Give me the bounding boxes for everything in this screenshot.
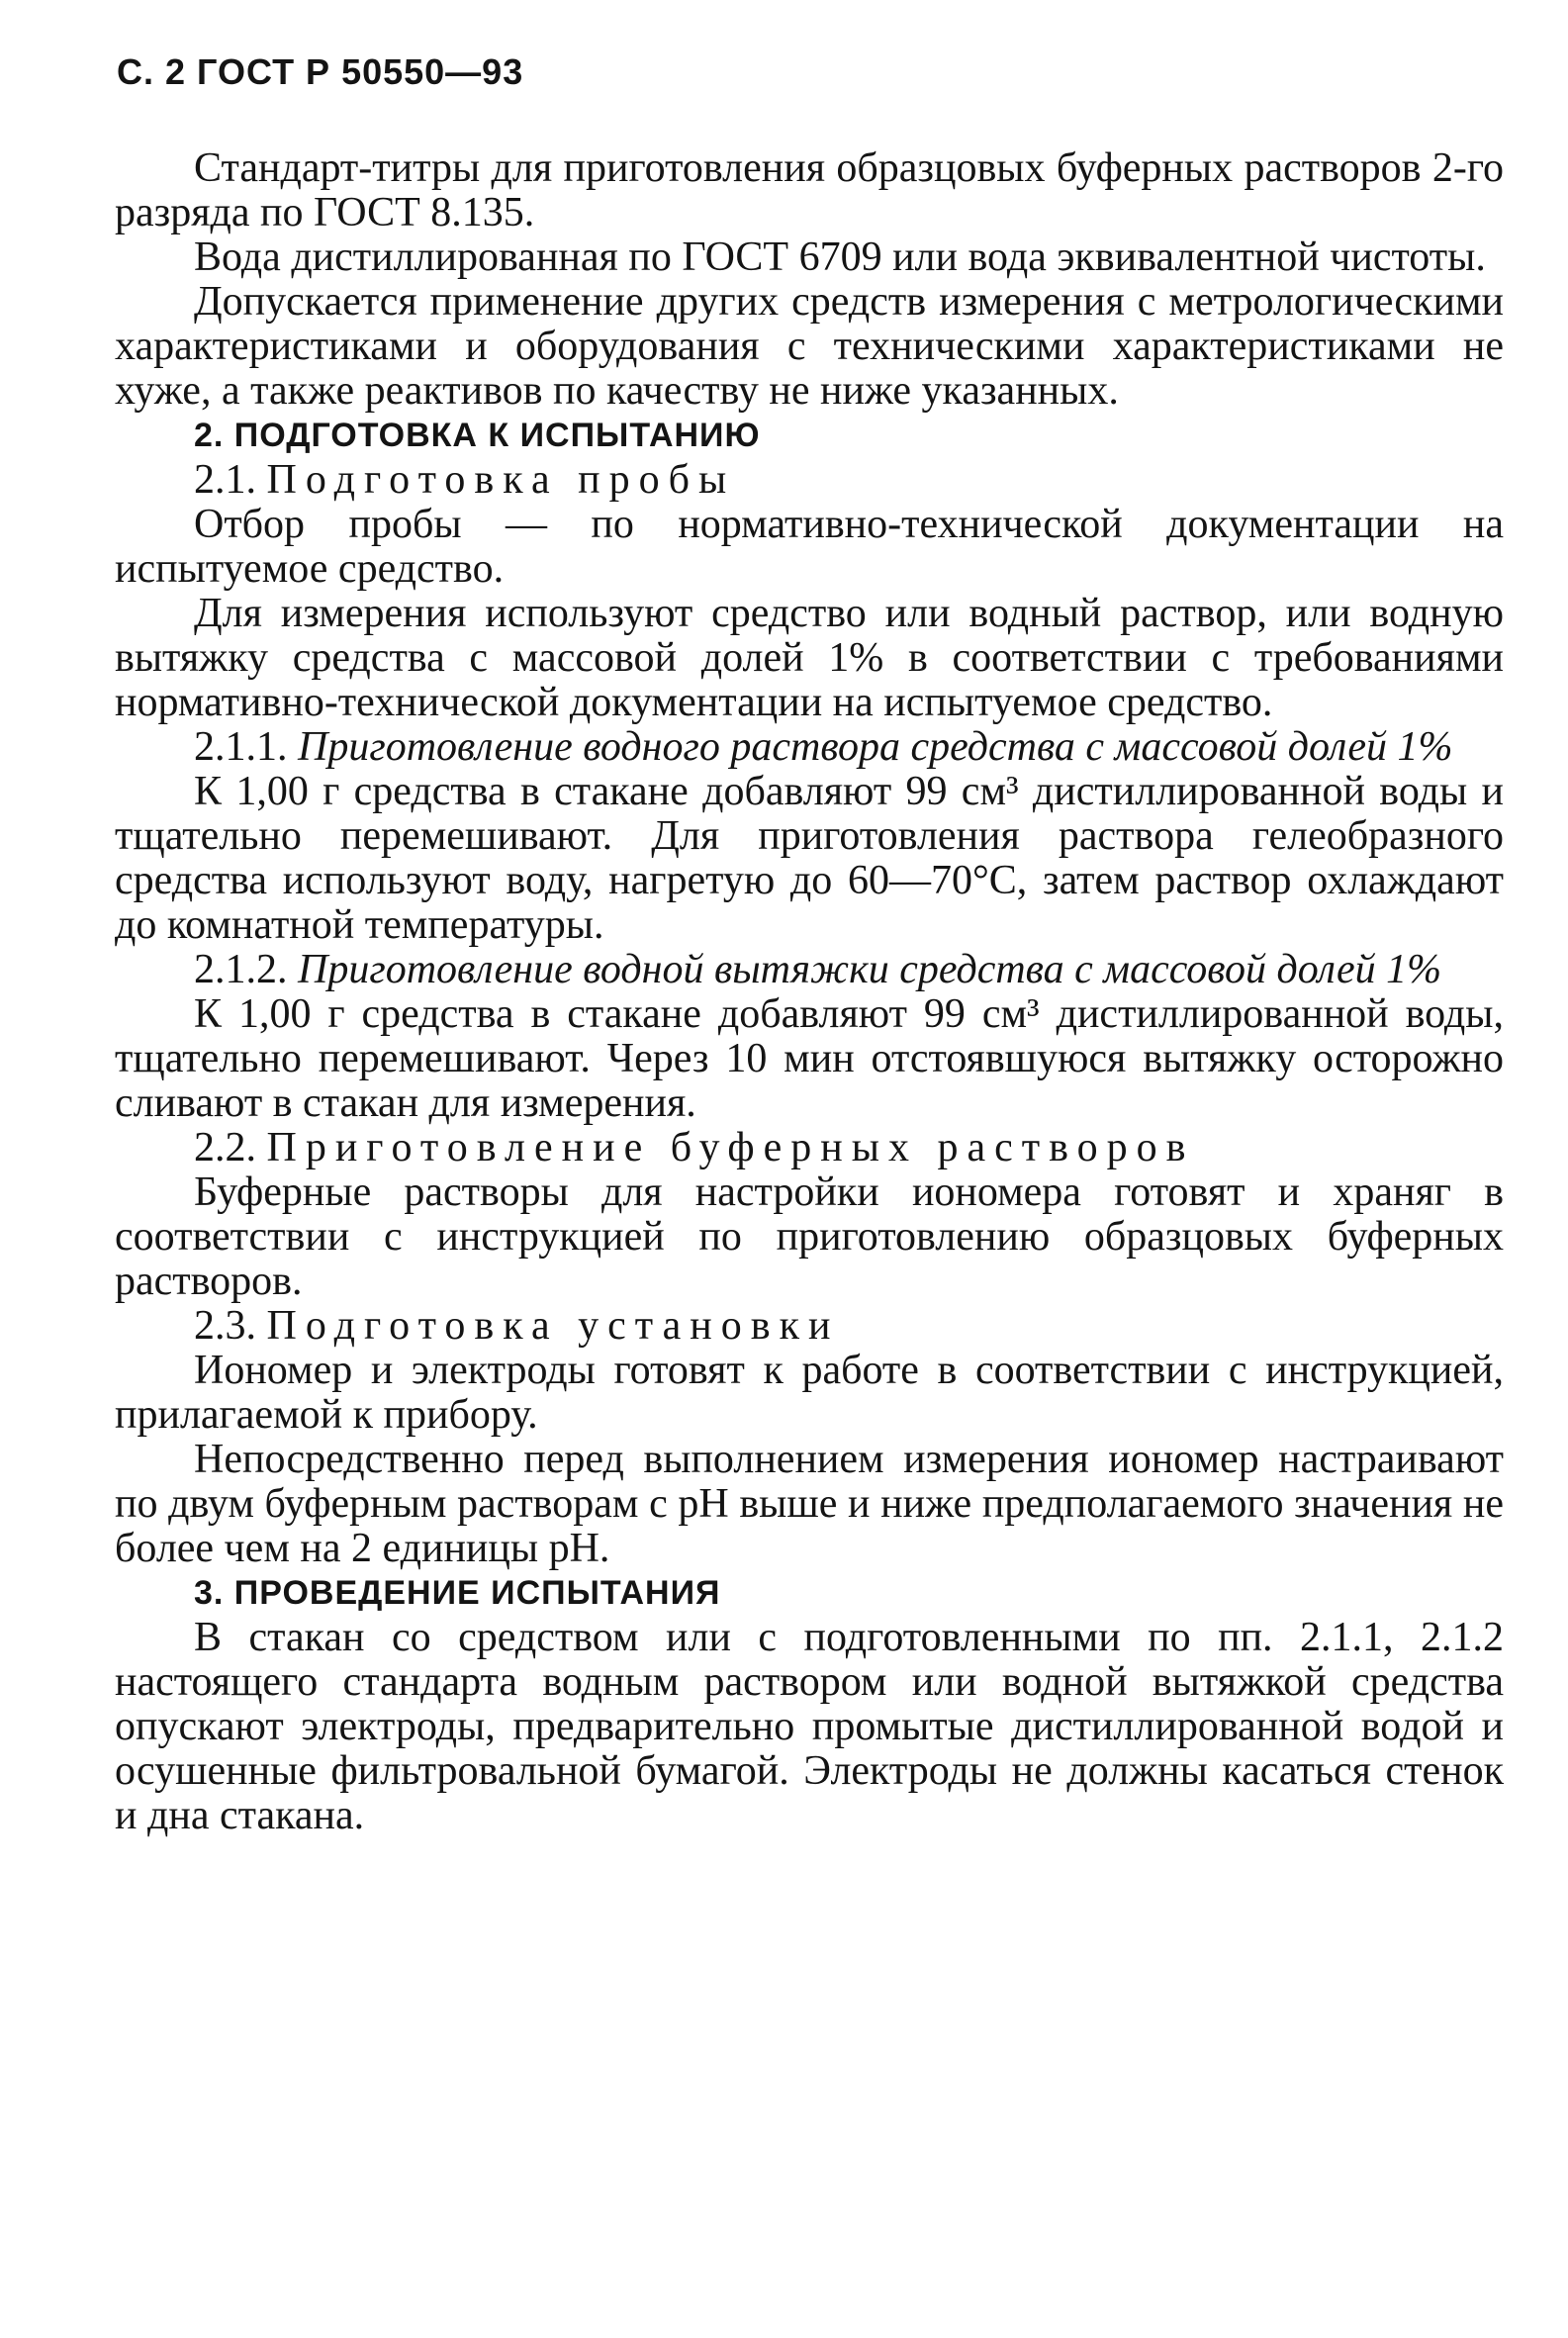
paragraph: Отбор пробы — по нормативно-технической документации на испытуемое средство. bbox=[115, 502, 1504, 592]
subsection-number: 2.1. bbox=[194, 457, 256, 503]
paragraph: Допускается применение других средств измерения с метрологическими характеристиками и оборудования с техническими характеристиками не хуже, а также реактивов по качеству не ниже указанных. bbox=[115, 279, 1504, 414]
paragraph: Вода дистиллированная по ГОСТ 6709 или вода эквивалентной чистоты. bbox=[194, 234, 1486, 280]
subsection-number: 2.1.1. bbox=[194, 724, 288, 770]
paragraph: В стакан со средством или с подготовленными по пп. 2.1.1, 2.1.2 настоящего стандарта водным раствором или водной вытяжкой средства опускают электроды, предварительно промытые дистиллированной водой и осушенные фильтровальной бумагой. Электроды не должны касаться стенок и дна стакана. bbox=[115, 1615, 1504, 1838]
subsection-number: 2.3. bbox=[194, 1303, 256, 1349]
paragraph: Стандарт-титры для приготовления образцовых буферных растворов 2-го разряда по ГОСТ 8.135. bbox=[115, 145, 1504, 235]
subsection-title: Подготовка пробы bbox=[266, 457, 736, 503]
paragraph: К 1,00 г средства в стакане добавляют 99 см³ дистиллированной воды и тщательно перемешивают. Для приготовления раствора гелеобразного средства используют воду, нагретую до 60—70°С, затем раствор охлаждают до комнатной температуры. bbox=[115, 769, 1504, 948]
paragraph: Буферные растворы для настройки иономера готовят и храняг в соответствии с инструкцией по приготовлению образцовых буферных растворов. bbox=[115, 1169, 1504, 1304]
paragraph: К 1,00 г средства в стакане добавляют 99 см³ дистиллированной воды, тщательно перемешивают. Через 10 мин отстоявшуюся вытяжку осторожно сливают в стакан для измерения. bbox=[115, 991, 1504, 1126]
subsection-title: Приготовление водного раствора средства с массовой долей 1% bbox=[298, 724, 1453, 770]
page-header: С. 2 ГОСТ Р 50550—93 bbox=[117, 51, 524, 92]
subsection-number: 2.1.2. bbox=[194, 947, 288, 992]
subsection-heading bbox=[115, 1126, 1504, 1170]
subsection-title: Приготовление водной вытяжки средства с массовой долей 1% bbox=[298, 947, 1442, 992]
paragraph: Для измерения используют средство или водный раствор, или водную вытяжку средства с массовой долей 1% в соответствии с требованиями нормативно-технической документации на испытуемое средство. bbox=[115, 591, 1504, 725]
document-body bbox=[115, 146, 1504, 1838]
section-heading: 3. ПРОВЕДЕНИЕ ИСПЫТАНИЯ bbox=[194, 1574, 721, 1612]
subsection-heading bbox=[115, 725, 1504, 770]
subsection-heading bbox=[115, 1304, 1504, 1349]
subsection-title: Приготовление буферных растворов bbox=[266, 1125, 1195, 1170]
subsection-number: 2.2. bbox=[194, 1125, 256, 1170]
paragraph: Иономер и электроды готовят к работе в соответствии с инструкцией, прилагаемой к прибору. bbox=[115, 1348, 1504, 1438]
subsection-heading bbox=[115, 948, 1504, 992]
paragraph: Непосредственно перед выполнением измерения иономер настраивают по двум буферным растворам с рН выше и ниже предполагаемого значения не более чем на 2 единицы рН. bbox=[115, 1437, 1504, 1571]
subsection-heading bbox=[115, 458, 1504, 503]
section-heading: 2. ПОДГОТОВКА К ИСПЫТАНИЮ bbox=[194, 417, 761, 454]
subsection-title: Подготовка установки bbox=[266, 1303, 840, 1349]
